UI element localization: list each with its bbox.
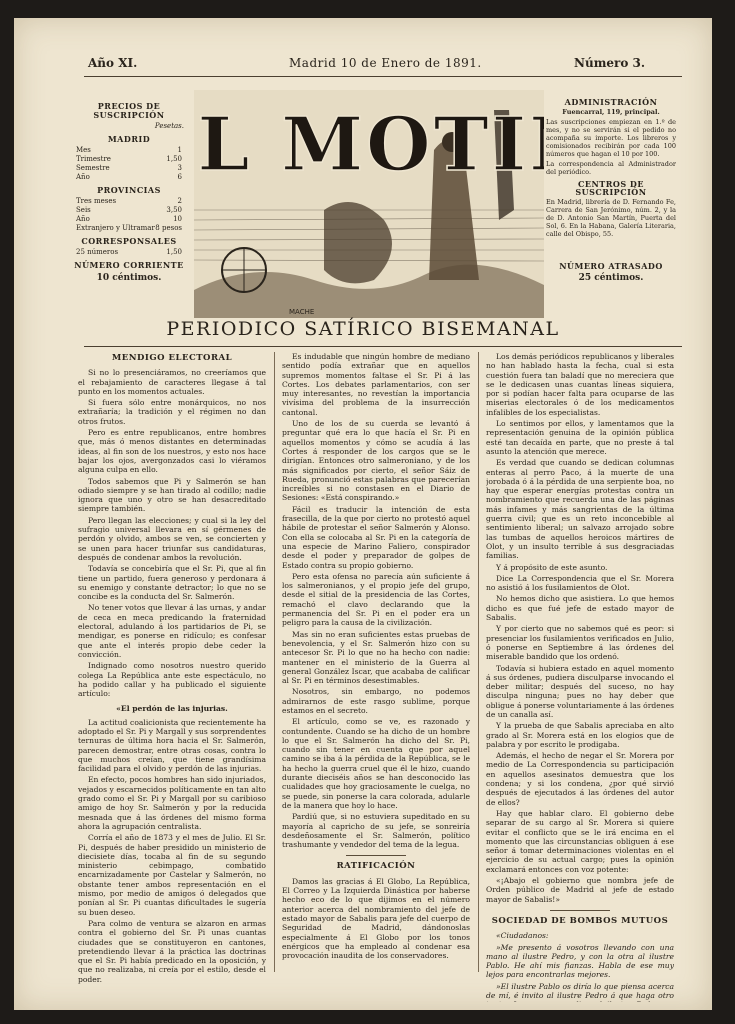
paragraph: Lo sentimos por ellos, y lamentamos que la representación genuina de la opinión pública esté tan decaída en parte, que no preste á tal asunto la atención que merece. [486,419,674,456]
centers-text: En Madrid, librería de D. Fernando Fe, Carrera de San Jerónimo, núm. 2, y la de D. Antonio San Martín, Puerta del Sol, 6. En la Habana, Galería Literaria, calle del Obispo, 55. [546,198,676,238]
paragraph: El artículo, como se ve, es razonado y contundente. Cuando se ha dicho de un hombre lo que el Sr. Salmerón ha dicho del Sr. Pi, cuando sin tener en cuenta que por aquel camino se iba á la pérdida de la República, se le ha hecho la guerra cruel que él le hizo, cuando durante dieciséis años se han desconocido las cualidades que hoy graciosamente le cuelga, no se puede, sin ponerse la cara colorada, adularle de la manera que hoy lo hace. [282,717,470,810]
price-row: Año 6 [76,173,182,181]
price-row: Tres meses 2 [76,197,182,205]
issue-number: Número 3. [574,56,646,70]
paragraph: Todos sabemos que Pi y Salmerón se han odiado siempre y se han tirado al codillo; nadie ignora que uno y otro se han desacreditado siempre también. [78,476,266,514]
madrid-label: MADRID [107,134,151,144]
current-issue-label: NÚMERO CORRIENTE [74,260,184,270]
article-heading: SOCIEDAD DE BOMBOS MUTUOS [491,915,669,926]
paragraph: Es indudable que ningún hombre de mediano sentido podía extrañar que en aquellos supremos momentos faltase el Sr. Pi á las Cortes. Los debates parlamentarios, con ser muy interesantes, no revestían la importancia vivísima del problema de la insurrección cantonal. [282,352,470,417]
paragraph: Mas sin no eran suficientes estas pruebas de benevolencia, y el Sr. Salmerón hizo con su antecesor Sr. Pi lo que no ha hecho con nadie: mantener en el ministerio de la Guerra al general González Iscar, que acababa de calificar al Sr. Pi en términos desestimables. [282,629,470,686]
paragraph: Si no lo presenciáramos, no creeríamos que el rebajamiento de caracteres llegase á tal punto en los momentos actuales. [78,368,266,396]
column-1 [78,352,266,1002]
paragraph: Y á propósito de este asunto. [496,562,608,572]
newspaper-subtitle: PERIODICO SATÍRICO BISEMANAL [166,318,560,340]
paragraph: Fácil es traducir la intención de esta frasecilla, de la que por cierto no protestó aquel hábile de protestar el señor Salmerón y Alonso. Con ella se colocaba al Sr. Pi en la categoría de una especie de Marino Faliero, conspirador desde el poder y preparador de golpes de Estado contra su propio gobierno. [282,504,470,570]
subscription-prices [74,98,184,283]
article-heading: MENDIGO ELECTORAL [111,353,233,363]
paragraph: «¡Abajo el gobierno que nombra jefe de Orden público de Madrid al jefe de estado mayor de Sabalis!» [486,876,674,904]
masthead-illustration [194,90,544,318]
paragraph: En efecto, pocos hombres han sido injuriados, vejados y escarnecidos políticamente en tan alto grado como el Sr. Pi y Margall por su caribioso amigo de hoy Sr. Salmerón y por la reducida mesnada que á las órdenes del mismo forma ahora la agrupación centralista. [78,775,266,831]
provincias-label: PROVINCIAS [97,185,161,195]
paragraph: Damos las gracias á El Globo, La República, El Correo y La Izquierda Dinástica por haberse hecho eco de lo que dijimos en el número anterior acerca del nombramiento del jefe de estado mayor de Sabalis para jefe del cuerpo de Seguridad de Madrid, dándonoslas especialmente á El Globo por los tonos enérgicos que ha empleado al condenar esa provocación inaudita de los conservadores. [282,876,470,961]
paragraph: Uno de los de su cuerda se levantó á preguntar qué era lo que hacía el Sr. Pi en aquellos momentos y cómo se acudía á las Cortes á responder de los cargos que se le dirigían. Entonces otro salmeroniano, y de los más significados por cierto, el señor Sáiz de Rueda, pronunció estas palabras que parecerían increíbles si no constasen en el Diario de Sesiones: «Está conspirando.» [282,419,470,503]
administration-text: La correspondencia al Administrador del periódico. [546,160,676,176]
article-columns [78,352,678,1002]
article-heading: RATIFICACIÓN [336,861,416,872]
paragraph: Nosotros, sin embargo, no podemos admirarnos de este rasgo sublime, porque estamos en el secreto. [282,687,470,715]
paragraph: Y la prueba de que Sabalis apreciaba en alto grado al Sr. Morera está en los elogios que de palabra y por escrito le prodigaba. [486,721,674,749]
newspaper-page [14,18,712,1010]
paragraph: Pero llegan las elecciones; y cual si la ley del sufragio universal llevara en sí gérmenes de perdón y olvido, ambos se ven, se concierten y se unen para hacer triunfar sus candidaturas, después de condenar ambos la revolución. [78,515,266,562]
currency-unit: Pesetas. [154,122,184,130]
paragraph: Para colmo de ventura se alzaron en armas contra el gobierno del Sr. Pi unas cuantas ciudades que se constituyeron en cantones, pretendiendo llevar á la práctica las doctrinas que el Sr. Pi había predicado en la oposición, y que no realizaba, ni creía por el estilo, desde el poder. [78,918,266,984]
column-divider [478,352,479,972]
masthead-title: L MOTI [197,102,530,188]
column-3 [486,352,674,1002]
paragraph: Es verdad que cuando se dedican columnas enteras al perro Paco, á la muerte de una jorobada ó á la pérdida de una serpiente boa, no hay que esperar energías protestas contra un nombramiento que recuerda una de las páginas más infames y más sangrientas de la última guerra civil; que es un reto inconcebible al sentimiento liberal; un salvazo arrojado sobre las tumbas de aquellos heroicos mártires de Olot, y un insulto terrible á sus desgraciadas familias. [486,458,674,561]
paragraph: Además, el hecho de negar el Sr. Morera por medio de La Correspondencia su participación en aquellos asesinatos demuestra que los condena; y si los condena, ¿por qué sirvió después de ejecutados á las órdenes del autor de ellos? [486,751,674,807]
back-issue-label: NÚMERO ATRASADO [559,261,663,271]
paragraph: Pero esta ofensa no parecía aún suficiente á los salmeronianos, y el propio jefe del grupo, desde el sitial de la presidencia de las Cortes, remachó el clavo declarando que la permanencia del Sr. Pi en el poder era un peligro para la causa de la civilización. [282,571,470,628]
paragraph: Los demás periódicos republicanos y liberales no han hablado hasta la fecha, cual si esta cuestión fuera tan baladí que no mereciera que se le dedicasen unas cuantas líneas siquiera, por si podían hacer falta para ocuparse de las miserias electorales ó de los medicamentos infalibles de los especialistas. [486,352,674,417]
paragraph: «Ciudadanos: [496,931,549,941]
corresponsales-label: CORRESPONSALES [81,236,177,246]
centers-title: CENTROS DE SUSCRIPCIÓN [575,179,647,197]
issue-info-bar [14,56,712,76]
quoted-article-title: «El perdón de las injurias. [116,704,228,714]
column-2 [282,352,470,1002]
paragraph: Pardiú que, si no estuviera supeditado en su mayoría al capricho de su jefe, se sonreiría desdeñosamente el Sr. Salmerón, político trashumante y vendedor del tema de la legua. [282,812,470,850]
paragraph: »El ilustre Pablo os diría lo que piensa acerca de mí, é invito al ilustre Pedro á que haga otro [486,981,674,1000]
paragraph: No hemos dicho que asistiera. Lo que hemos dicho es que fué jefe de estado mayor de Sabalis. [486,594,674,623]
subscription-title: PRECIOS DE SUSCRIPCIÓN [93,101,165,120]
paragraph: Dice La Correspondencia que el Sr. Morera no asistió á los fusilamientos de Olot. [486,573,674,593]
price-row: 25 números 1,50 [76,248,182,256]
masthead-engraving [194,90,544,318]
price-row: Semestre 3 [76,164,182,172]
column-divider [274,352,275,972]
current-issue-price: 10 céntimos. [96,273,162,283]
price-row: Seis 3,50 [76,206,182,214]
paragraph: Si fuera sólo entre monárquicos, no nos extrañaría; la tradición y el régimen no dan otros frutos. [78,398,266,426]
year-label: Año XI. [88,56,138,70]
administration-title: ADMINISTRACIÓN [564,97,658,107]
paragraph: »Me presento á vosotros llevando con una mano al ilustre Pedro, y con la otra al ilustre Pablo. He ahí mis fianzas. Habla de ese muy lejos para encontrarlas mejores. [486,942,674,980]
artist-signature: MACHE [289,308,315,316]
paragraph: No tener votos que llevar á las urnas, y andar de ceca en meca predicando la fraternidad electoral, adulando á los partidarios de Pi, se mendigar, es ponerse en ridículo; es confesar que ante el interés propio debe ceder la convicción. [78,603,266,659]
paragraph: Hay que hablar claro. El gobierno debe separar de su cargo al Sr. Morera si quiere evitar el conflicto que se le irá encima en el momento que las circunstancias obliguen á ese señor á tomar determinaciones violentas en el ejercicio de su actual cargo; pues la opinión exclamará entonces con voz potente: [486,808,674,874]
administration-text: Las suscripciones empiezan en 1.º de mes, y no se servirán si el pedido no acompaña su importe. Los libreros y comisionados recibirán por cada 100 números que hagan el 10 por 100. [546,118,676,158]
paragraph: Y por cierto que no sabemos qué es peor: si presenciar los fusilamientos verificados en Julio, ó ponerse en Septiembre á las órdenes del miserable bandido que los ordenó. [486,624,674,662]
section-divider [346,855,406,856]
price-row: Mes 1 [76,146,182,154]
price-row: Año 10 [76,215,182,223]
paragraph: Todavía si hubiera estado en aquel momento á sus órdenes, pudiera disculparse invocando el deber militar; después del suceso, no hay disculpa ninguna; pues no hay deber que obligue á ponerse voluntariamente á las órdenes de un canalla así. [486,663,674,719]
price-row: Extranjero y Ultramar 8 pesos [76,224,182,232]
administration-address: Fuencarral, 119, principal. [562,108,660,116]
header-rule [84,76,682,77]
date-label: Madrid 10 de Enero de 1891. [289,56,482,70]
paragraph: Corría el año de 1873 y el mes de Julio. El Sr. Pi, después de haber presidido un ministerio de diecisiete días, tocaba al fin de su segundo ministerio cebimpago, combatido encarnizadamente por Castelar y Salmerón, no obstante tener ambos representación en el mismo, por medio de amigos ó delegados que ponían al Sr. Pi cuantas dificultades le sugería su buen deseo. [78,833,266,917]
section-divider [550,910,610,911]
paragraph: Todavía se concebiría que el Sr. Pi, que al fin tiene un partido, fuera generoso y perdonara á su enemigo y constante detractor; lo que no se concibe es la conducta del Sr. Salmerón. [78,564,266,602]
back-issue-price: 25 céntimos. [578,273,644,283]
paragraph: La actitud coalicionista que recientemente ha adoptado el Sr. Pi y Margall y sus sorprendentes ternuras de última hora hacia el Sr. Salmerón, parecen demostrar, entre otras cosas, contra lo que muchos creían, que tiene grandísima facilidad para el olvido y perdón de las injurias. [78,717,266,774]
subtitle-rule [84,346,682,347]
paragraph: Pero es entre republicanos, entre hombres que, más ó menos distantes en determinadas ideas, al fin son de los nuestros, y esto nos hace bajar los ojos, avergonzados casi lo viéramos alguna culpa en ello. [78,428,266,475]
administration-info [546,94,676,282]
price-row: Trimestre 1,50 [76,155,182,163]
paragraph: Indignado como nosotros nuestro querido colega La República ante este espectáculo, no ha podido callar y ha publicado el siguiente artículo: [78,661,266,699]
